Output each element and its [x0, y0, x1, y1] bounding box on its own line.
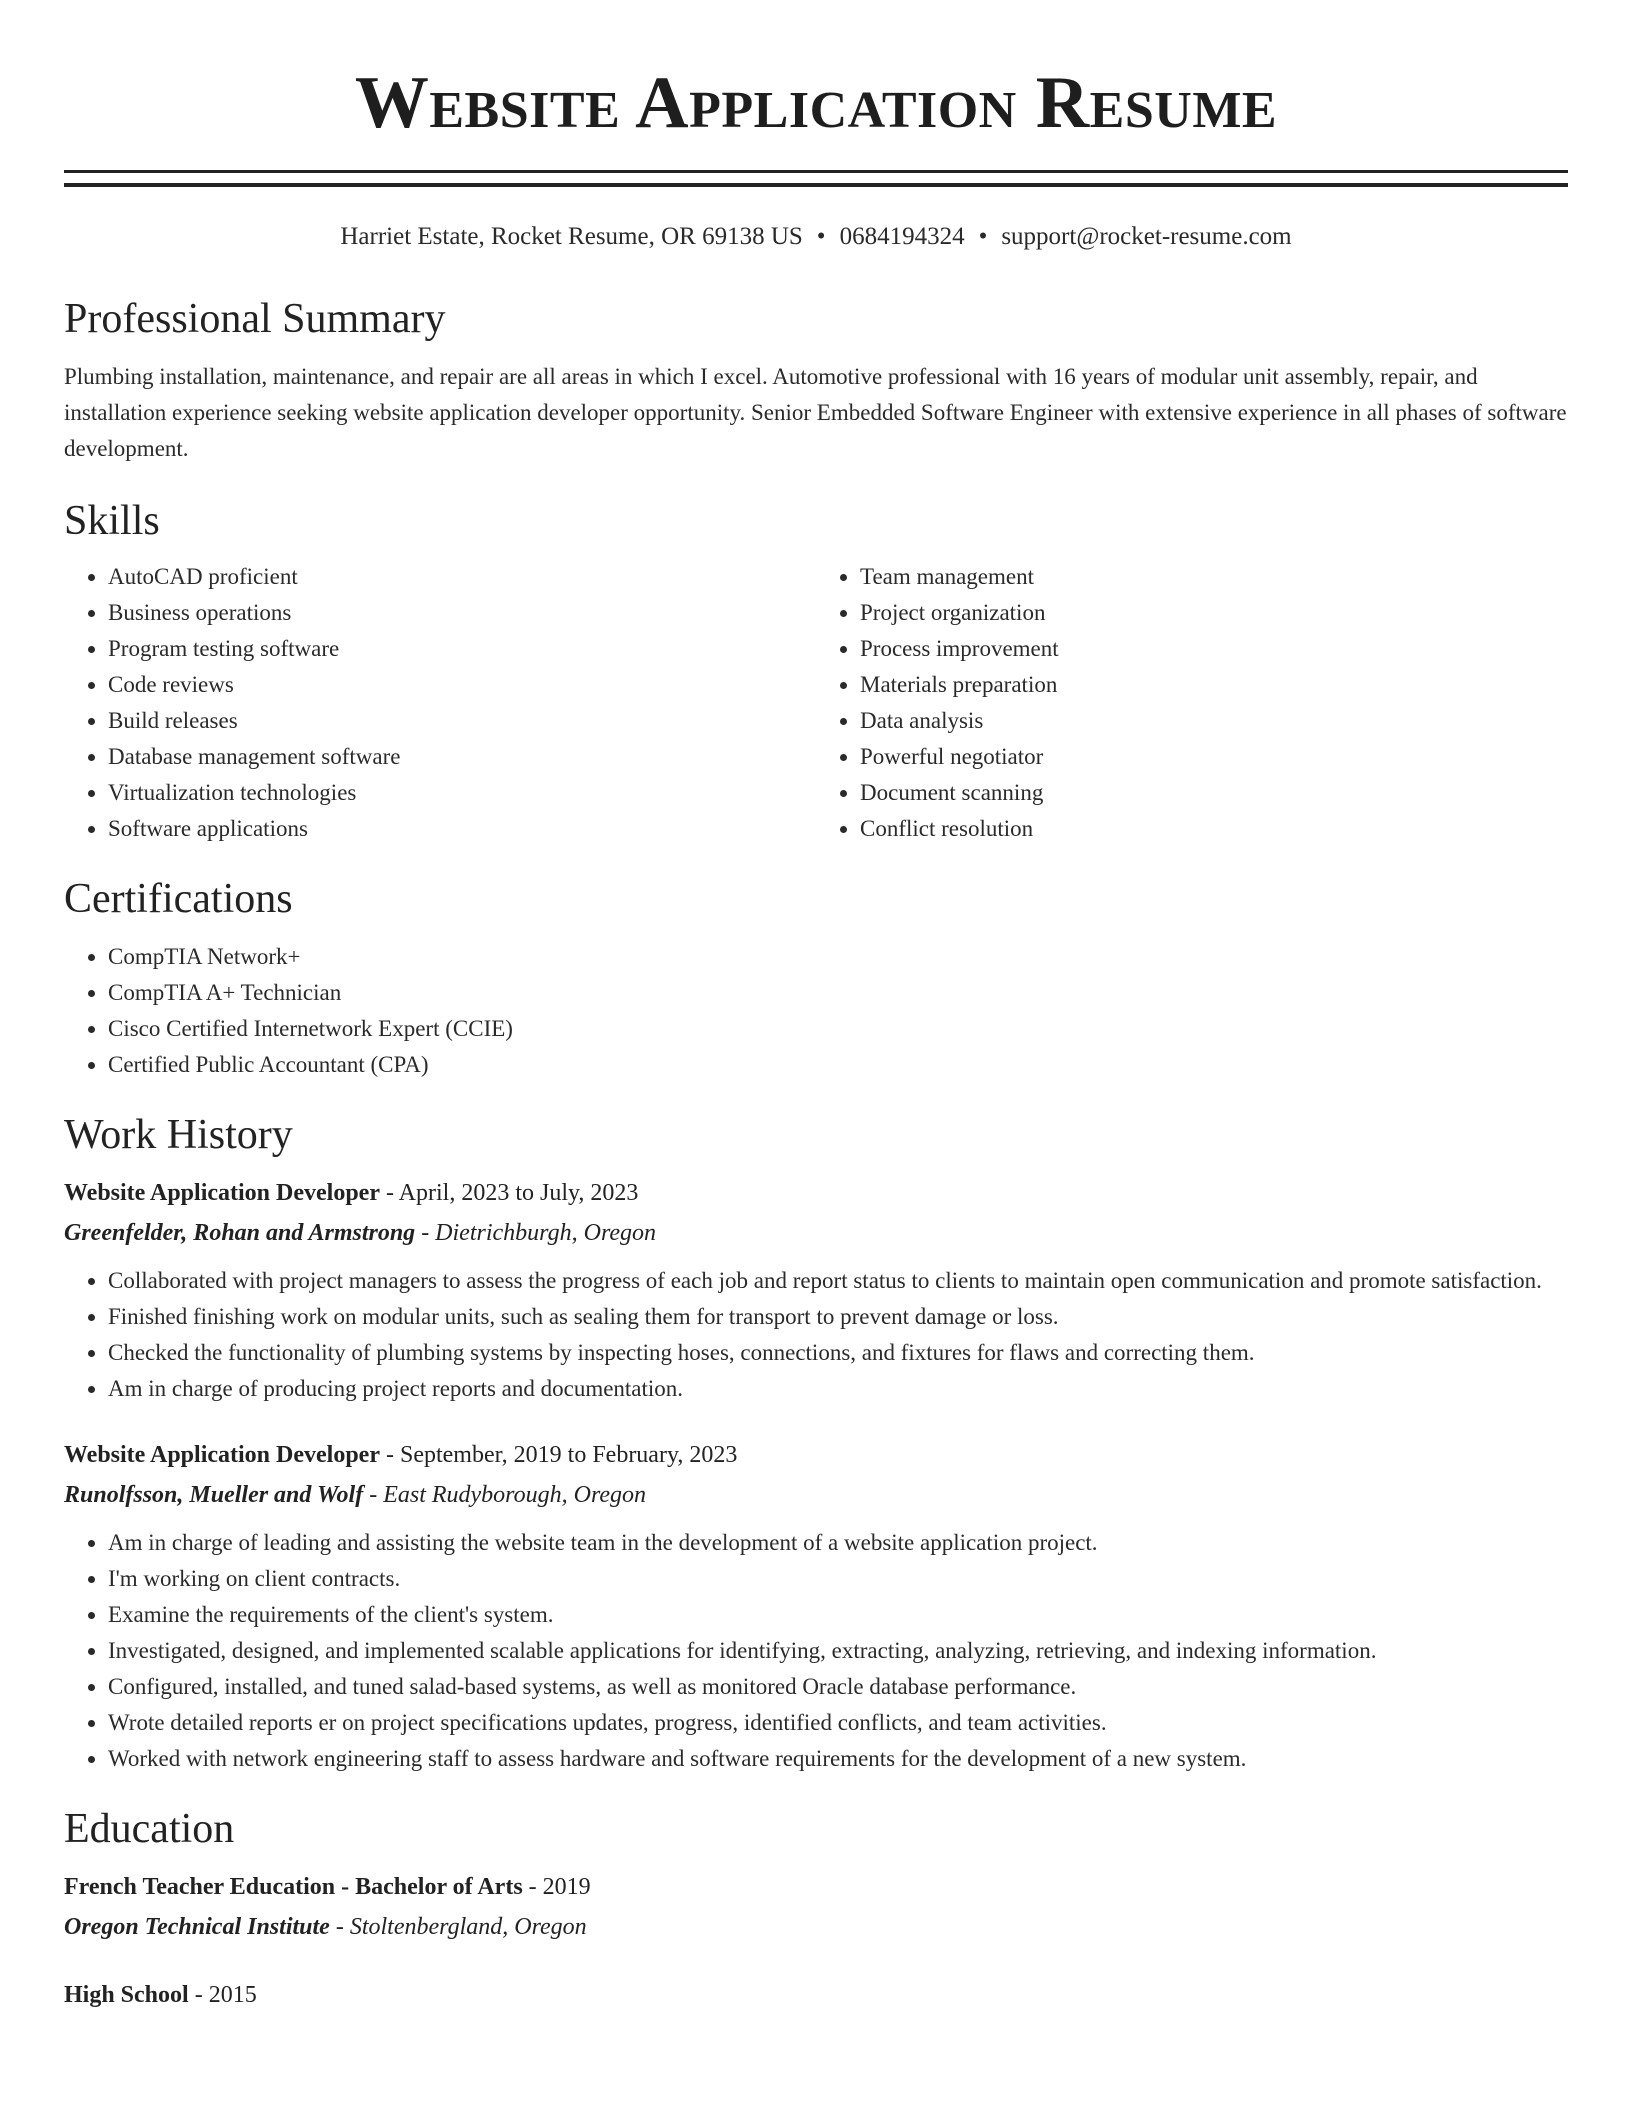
- skill-item: • Powerful negotiator: [860, 739, 1568, 775]
- job-company-line: [64, 1213, 1568, 1253]
- job-entry: [64, 1435, 1568, 1777]
- job-company: Greenfelder, Rohan and Armstrong: [64, 1220, 416, 1246]
- job-company-line: [64, 1475, 1568, 1515]
- job-location: - Dietrichburgh, Oregon: [415, 1220, 657, 1246]
- education-school: Oregon Technical Institute: [64, 1914, 330, 1940]
- skill-item: • Program testing software: [108, 631, 816, 667]
- education-degree-line: [64, 1975, 1568, 2015]
- summary-text: Plumbing installation, maintenance, and repair are all areas in which I excel. Automotive professional with 16 years of modular unit assembly, repair, and installation experience seeking website application developer opportunity. Senior Embedded Software Engineer with extensive experience in all phases of software development.: [64, 364, 1567, 461]
- job-bullets: [64, 1525, 1568, 1777]
- job-bullet: • Worked with network engineering staff to assess hardware and software requirements for the development of a new system.: [108, 1741, 1568, 1777]
- skills-list-right: [816, 559, 1568, 847]
- skill-item: • Database management software: [108, 739, 816, 775]
- title-double-rule: [64, 170, 1568, 187]
- job-dates: - April, 2023 to July, 2023: [379, 1180, 639, 1206]
- job-bullet: • Examine the requirements of the client's system.: [108, 1597, 1568, 1633]
- education-degree: High School: [64, 1982, 189, 2008]
- certification-item: • CompTIA A+ Technician: [108, 975, 1568, 1011]
- skill-item: • Team management: [860, 559, 1568, 595]
- education-entry: [64, 1975, 1568, 2015]
- resume-title: Website Application Resume: [354, 62, 1278, 144]
- skill-item: • Process improvement: [860, 631, 1568, 667]
- certification-item: • CompTIA Network+: [108, 939, 1568, 975]
- job-entry: [64, 1173, 1568, 1407]
- contact-email: support@rocket-resume.com: [1001, 223, 1292, 250]
- skill-item: • Document scanning: [860, 775, 1568, 811]
- skill-item: • Build releases: [108, 703, 816, 739]
- skill-item: • Project organization: [860, 595, 1568, 631]
- skill-item: • Software applications: [108, 811, 816, 847]
- contact-line: [64, 221, 1568, 253]
- contact-phone: 0684194324: [839, 223, 965, 250]
- section-heading-work-history: Work History: [64, 1112, 293, 1158]
- job-bullet: • Checked the functionality of plumbing systems by inspecting hoses, connections, and fixtures for flaws and correcting them.: [108, 1335, 1568, 1371]
- job-location: - East Rudyborough, Oregon: [363, 1482, 647, 1508]
- skill-item: • Conflict resolution: [860, 811, 1568, 847]
- education-year: - 2015: [188, 1982, 257, 2008]
- education-entry: [64, 1867, 1568, 1947]
- job-bullet: • Am in charge of leading and assisting the website team in the development of a website application project.: [108, 1525, 1568, 1561]
- certifications-list: [64, 939, 1568, 1083]
- certification-item: • Cisco Certified Internetwork Expert (CCIE): [108, 1011, 1568, 1047]
- job-bullet: • Configured, installed, and tuned salad-based systems, as well as monitored Oracle database performance.: [108, 1669, 1568, 1705]
- job-bullet: • Investigated, designed, and implemented scalable applications for identifying, extracting, analyzing, retrieving, and indexing information.: [108, 1633, 1568, 1669]
- education-year: - 2019: [522, 1874, 591, 1900]
- contact-separator: •: [978, 223, 988, 250]
- section-heading-education: Education: [64, 1806, 235, 1852]
- certification-item: • Certified Public Accountant (CPA): [108, 1047, 1568, 1083]
- education-degree-line: [64, 1867, 1568, 1907]
- skill-item: • Code reviews: [108, 667, 816, 703]
- section-heading-certifications: Certifications: [64, 876, 293, 922]
- skill-item: • Materials preparation: [860, 667, 1568, 703]
- skill-item: • AutoCAD proficient: [108, 559, 816, 595]
- contact-separator: •: [816, 223, 826, 250]
- skill-item: • Virtualization technologies: [108, 775, 816, 811]
- job-title: Website Application Developer: [64, 1180, 380, 1206]
- job-company: Runolfsson, Mueller and Wolf: [64, 1482, 364, 1508]
- job-title: Website Application Developer: [64, 1442, 380, 1468]
- job-title-line: [64, 1435, 1568, 1475]
- job-bullet: • Am in charge of producing project reports and documentation.: [108, 1371, 1568, 1407]
- section-heading-skills: Skills: [64, 498, 160, 544]
- skill-item: • Business operations: [108, 595, 816, 631]
- job-bullet: • Wrote detailed reports er on project specifications updates, progress, identified conflicts, and team activities.: [108, 1705, 1568, 1741]
- job-bullet: • Finished finishing work on modular units, such as sealing them for transport to prevent damage or loss.: [108, 1299, 1568, 1335]
- education-location: - Stoltenbergland, Oregon: [329, 1914, 587, 1940]
- job-bullet: • Collaborated with project managers to assess the progress of each job and report status to clients to maintain open communication and promote satisfaction.: [108, 1263, 1568, 1299]
- contact-address: Harriet Estate, Rocket Resume, OR 69138 US: [340, 223, 803, 250]
- education-school-line: [64, 1907, 1568, 1947]
- job-dates: - September, 2019 to February, 2023: [379, 1442, 738, 1468]
- job-bullet: • I'm working on client contracts.: [108, 1561, 1568, 1597]
- skills-columns: [64, 559, 1568, 847]
- job-bullets: [64, 1263, 1568, 1407]
- skill-item: • Data analysis: [860, 703, 1568, 739]
- job-title-line: [64, 1173, 1568, 1213]
- skills-list-left: [64, 559, 816, 847]
- education-degree: French Teacher Education - Bachelor of Arts: [64, 1874, 523, 1900]
- section-heading-summary: Professional Summary: [64, 296, 446, 342]
